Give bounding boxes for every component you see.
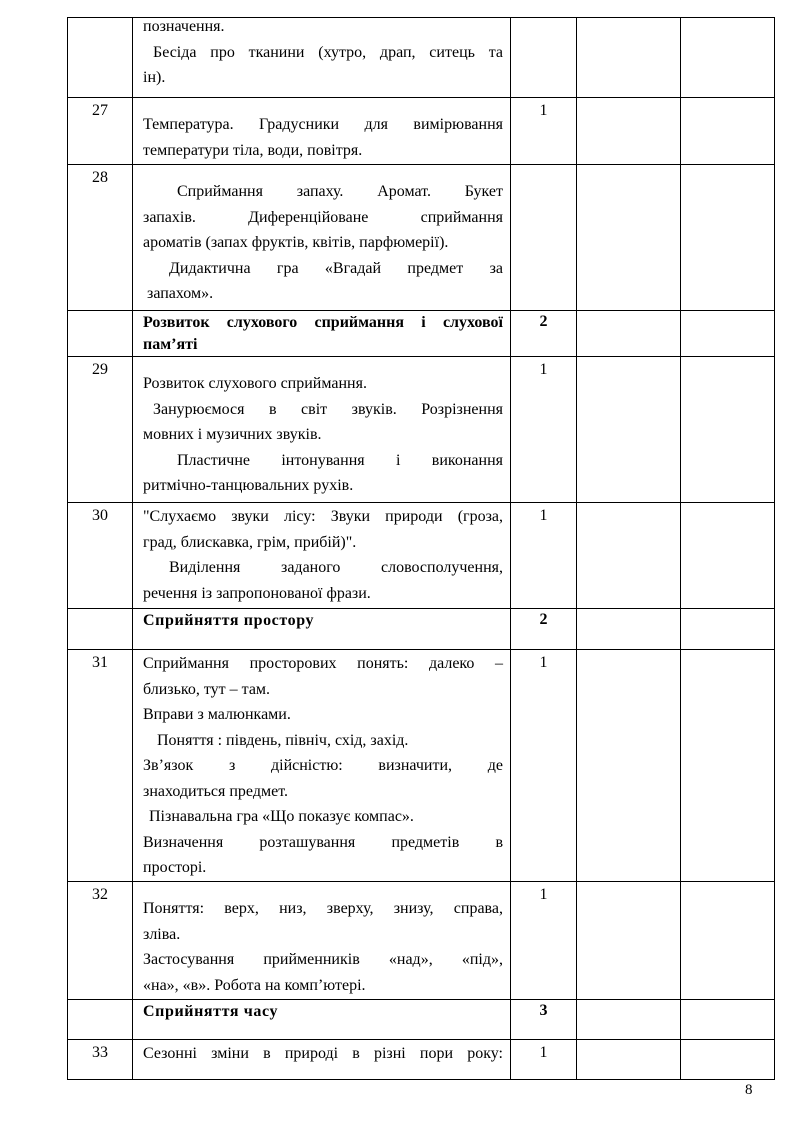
notes-cell xyxy=(681,650,775,882)
lesson-number: 32 xyxy=(68,882,133,1000)
table-row xyxy=(68,1040,775,1080)
notes-cell xyxy=(681,357,775,503)
lesson-topic: Сезонні зміни в природі в різні пори року: xyxy=(133,1040,511,1080)
table-row xyxy=(68,503,775,609)
lesson-number: 29 xyxy=(68,357,133,503)
table-row xyxy=(68,650,775,882)
section-title: Сприйняття часу xyxy=(133,1000,511,1040)
date-cell xyxy=(577,609,681,650)
lesson-number: 30 xyxy=(68,503,133,609)
date-cell xyxy=(577,882,681,1000)
lesson-number xyxy=(68,18,133,98)
lesson-number xyxy=(68,609,133,650)
date-cell xyxy=(577,650,681,882)
table-row xyxy=(68,357,775,503)
lesson-topic: позначення. Бесіда про тканини (хутро, драп, ситець та ін). xyxy=(133,18,511,98)
hours-count: 1 xyxy=(511,98,577,165)
section-title: Розвиток слухового сприймання і слухової пам’яті xyxy=(133,311,511,357)
date-cell xyxy=(577,18,681,98)
lesson-number xyxy=(68,1000,133,1040)
notes-cell xyxy=(681,98,775,165)
date-cell xyxy=(577,1040,681,1080)
section-header-row xyxy=(68,1000,775,1040)
notes-cell xyxy=(681,311,775,357)
date-cell xyxy=(577,98,681,165)
page-number: 8 xyxy=(745,1082,753,1098)
hours-count: 1 xyxy=(511,503,577,609)
lesson-number: 27 xyxy=(68,98,133,165)
lesson-topic: Температура. Градусники для вимірювання температури тіла, води, повітря. xyxy=(133,98,511,165)
lesson-number: 33 xyxy=(68,1040,133,1080)
date-cell xyxy=(577,503,681,609)
notes-cell xyxy=(681,18,775,98)
table-row xyxy=(68,882,775,1000)
hours-count: 3 xyxy=(511,1000,577,1040)
section-header-row xyxy=(68,311,775,357)
table-row xyxy=(68,98,775,165)
section-title: Сприйняття простору xyxy=(133,609,511,650)
lesson-topic: Сприймання просторових понять: далеко – близько, тут – там. Вправи з малюнками. Поняття : південь, північ, схід, захід. Зв’язок з дійсністю: визначити, де знаходиться предмет. Пізнавальна гра «Що показує компас». Визначення розташування предметів в просторі. xyxy=(133,650,511,882)
table-row xyxy=(68,165,775,311)
date-cell xyxy=(577,357,681,503)
hours-count: 1 xyxy=(511,882,577,1000)
notes-cell xyxy=(681,882,775,1000)
hours-count: 2 xyxy=(511,609,577,650)
notes-cell xyxy=(681,503,775,609)
hours-count: 1 xyxy=(511,357,577,503)
lesson-topic: "Слухаємо звуки лісу: Звуки природи (гроза, град, блискавка, грім, прибій)". Виділення заданого словосполучення, речення із запропонованої фрази. xyxy=(133,503,511,609)
hours-count xyxy=(511,165,577,311)
date-cell xyxy=(577,165,681,311)
curriculum-table xyxy=(67,17,775,1080)
date-cell xyxy=(577,1000,681,1040)
notes-cell xyxy=(681,609,775,650)
lesson-number: 31 xyxy=(68,650,133,882)
hours-count: 2 xyxy=(511,311,577,357)
hours-count: 1 xyxy=(511,1040,577,1080)
notes-cell xyxy=(681,1040,775,1080)
hours-count xyxy=(511,18,577,98)
lesson-topic: Сприймання запаху. Аромат. Букет запахів. Диференційоване сприймання ароматів (запах фруктів, квітів, парфюмерії). Дидактична гра «Вгадай предмет за запахом». xyxy=(133,165,511,311)
notes-cell xyxy=(681,1000,775,1040)
lesson-topic: Поняття: верх, низ, зверху, знизу, справа, зліва. Застосування прийменників «над», «під», «на», «в». Робота на комп’ютері. xyxy=(133,882,511,1000)
notes-cell xyxy=(681,165,775,311)
date-cell xyxy=(577,311,681,357)
hours-count: 1 xyxy=(511,650,577,882)
lesson-number: 28 xyxy=(68,165,133,311)
table-row xyxy=(68,18,775,98)
lesson-topic: Розвиток слухового сприймання. Занурюємося в світ звуків. Розрізнення мовних і музичних звуків. Пластичне інтонування і виконання ритмічно-танцювальних рухів. xyxy=(133,357,511,503)
lesson-number xyxy=(68,311,133,357)
section-header-row xyxy=(68,609,775,650)
